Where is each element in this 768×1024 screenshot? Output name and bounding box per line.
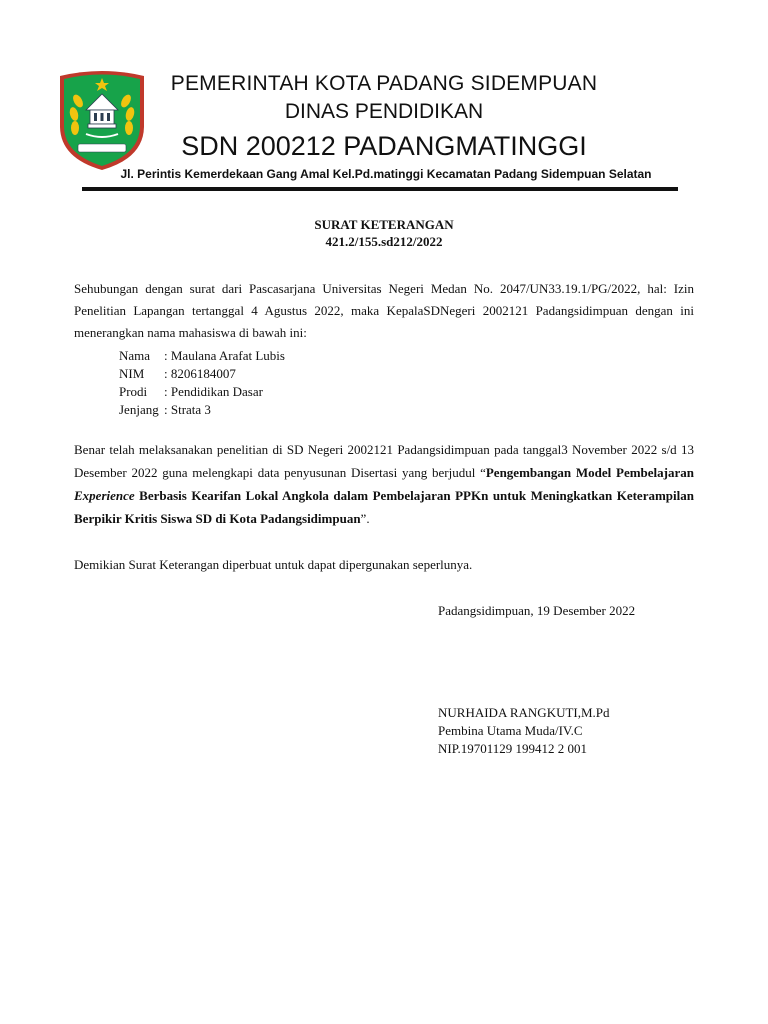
identity-value: : Maulana Arafat Lubis — [164, 348, 285, 363]
thesis-title-italic: Experience — [74, 488, 135, 503]
government-name: PEMERINTAH KOTA PADANG SIDEMPUAN — [170, 72, 598, 95]
thesis-title-part2: Berbasis Kearifan Lokal Angkola dalam Pembelajaran PPKn untuk Meningkatkan Keterampilan Berpikir Kritis Siswa SD di Kota Padangsidimpuan — [74, 488, 694, 526]
identity-row-name — [119, 347, 285, 365]
letter-heading: SURAT KETERANGAN — [314, 217, 454, 232]
intro-paragraph: Sehubungan dengan surat dari Pascasarjana Universitas Negeri Medan No. 2047/UN33.19.1/PG/2022, hal: Izin Penelitian Lapangan tertanggal 4 Agustus 2022, maka KepalaSDNegeri 2002121 Padangsidimpuan dengan ini menerangkan nama mahasiswa di bawah ini: — [74, 281, 694, 340]
place-date: Padangsidimpuan, 19 Desember 2022 — [438, 603, 636, 618]
signer-nip: NIP.19701129 199412 2 001 — [438, 741, 588, 756]
identity-value: : Pendidikan Dasar — [164, 384, 263, 399]
closing-paragraph: Demikian Surat Keterangan diperbuat untuk dapat dipergunakan seperlunya. — [74, 557, 473, 572]
letterhead — [150, 70, 618, 164]
identity-value: : Strata 3 — [164, 402, 211, 417]
identity-row-prodi — [119, 383, 285, 401]
identity-key: NIM — [119, 366, 145, 381]
city-emblem-icon — [56, 66, 148, 172]
identity-row-jenjang — [119, 401, 285, 419]
identity-value: : 8206184007 — [164, 366, 236, 381]
school-name: SDN 200212 PADANGMATINGGI — [181, 131, 587, 161]
research-paragraph — [74, 438, 694, 530]
letterhead-divider — [82, 187, 678, 191]
signer-name: NURHAIDA RANGKUTI,M.Pd — [438, 705, 610, 720]
identity-key: Jenjang — [119, 402, 159, 417]
signature-block — [438, 704, 610, 758]
letter-number: 421.2/155.sd212/2022 — [325, 234, 443, 249]
research-text: Benar telah melaksanakan penelitian di SD Negeri 2002121 Padangsidimpuan pada tanggal3 November 2022 s/d 13 Desember 2022 guna melengkapi data penyusunan Disertasi yang berjudul “ — [74, 442, 694, 480]
identity-key: Nama — [119, 348, 151, 363]
department-name: DINAS PENDIDIKAN — [284, 100, 484, 123]
thesis-title-part1: Pengembangan Model Pembelajaran — [485, 465, 694, 480]
research-text-end: ”. — [360, 511, 370, 526]
signer-rank: Pembina Utama Muda/IV.C — [438, 723, 583, 738]
school-address: Jl. Perintis Kemerdekaan Gang Amal Kel.Pd.matinggi Kecamatan Padang Sidempuan Selatan — [120, 167, 652, 181]
identity-row-nim — [119, 365, 285, 383]
identity-key: Prodi — [119, 384, 148, 399]
student-identity — [119, 347, 285, 419]
letter-title — [74, 216, 694, 250]
